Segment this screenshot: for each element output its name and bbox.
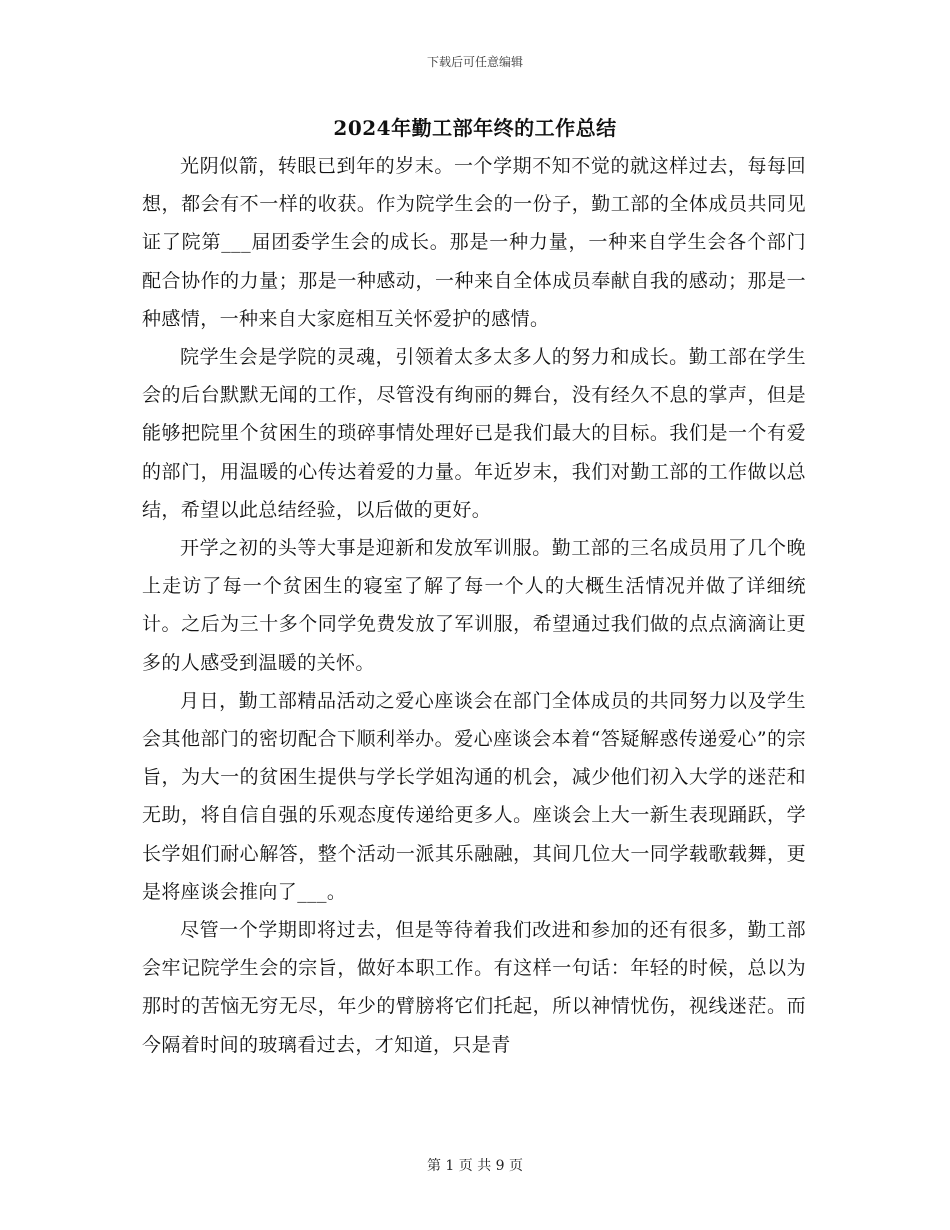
paragraph: 月日，勤工部精品活动之爱心座谈会在部门全体成员的共同努力以及学生会其他部门的密切配合下顺利举办。爱心座谈会本着“答疑解惑传递爱心”的宗旨，为大一的贫困生提供与学长学姐沟通的机会，减少他们初入大学的迷茫和无助，将自信自强的乐观态度传递给更多人。座谈会上大一新生表现踊跃，学长学姐们耐心解答，整个活动一派其乐融融，其间几位大一同学载歌载舞，更是将座谈会推向了___。 bbox=[142, 689, 806, 903]
header-note: 下载后可任意编辑 bbox=[426, 55, 523, 69]
document-title: 2024年勤工部年终的工作总结 bbox=[333, 116, 617, 140]
paragraph: 尽管一个学期即将过去，但是等待着我们改进和参加的还有很多，勤工部会牢记院学生会的宗旨，做好本职工作。有这样一句话：年轻的时候，总以为那时的苦恼无穷无尽，年少的臂膀将它们托起，所以神情忧伤，视线迷茫。而今隔着时间的玻璃看过去，才知道，只是青 bbox=[142, 919, 806, 1056]
paragraph: 院学生会是学院的灵魂，引领着太多太多人的努力和成长。勤工部在学生会的后台默默无闻的工作，尽管没有绚丽的舞台，没有经久不息的掌声，但是能够把院里个贫困生的琐碎事情处理好已是我们最大的目标。我们是一个有爱的部门，用温暖的心传达着爱的力量。年近岁末，我们对勤工部的工作做以总结，希望以此总结经验，以后做的更好。 bbox=[142, 346, 806, 521]
paragraph: 开学之初的头等大事是迎新和发放军训服。勤工部的三名成员用了几个晚上走访了每一个贫困生的寝室了解了每一个人的大概生活情况并做了详细统计。之后为三十多个同学免费发放了军训服，希望通过我们做的点点滴滴让更多的人感受到温暖的关怀。 bbox=[142, 537, 806, 674]
page-number: 第 1 页 共 9 页 bbox=[426, 1158, 524, 1174]
document-body bbox=[142, 147, 806, 1064]
paragraph: 光阴似箭，转眼已到年的岁末。一个学期不知不觉的就这样过去，每每回想，都会有不一样的收获。作为院学生会的一份子，勤工部的全体成员共同见证了院第___届团委学生会的成长。那是一种力量，一种来自学生会各个部门配合协作的力量；那是一种感动，一种来自全体成员奉献自我的感动；那是一种感情，一种来自大家庭相互关怀爱护的感情。 bbox=[142, 155, 806, 330]
